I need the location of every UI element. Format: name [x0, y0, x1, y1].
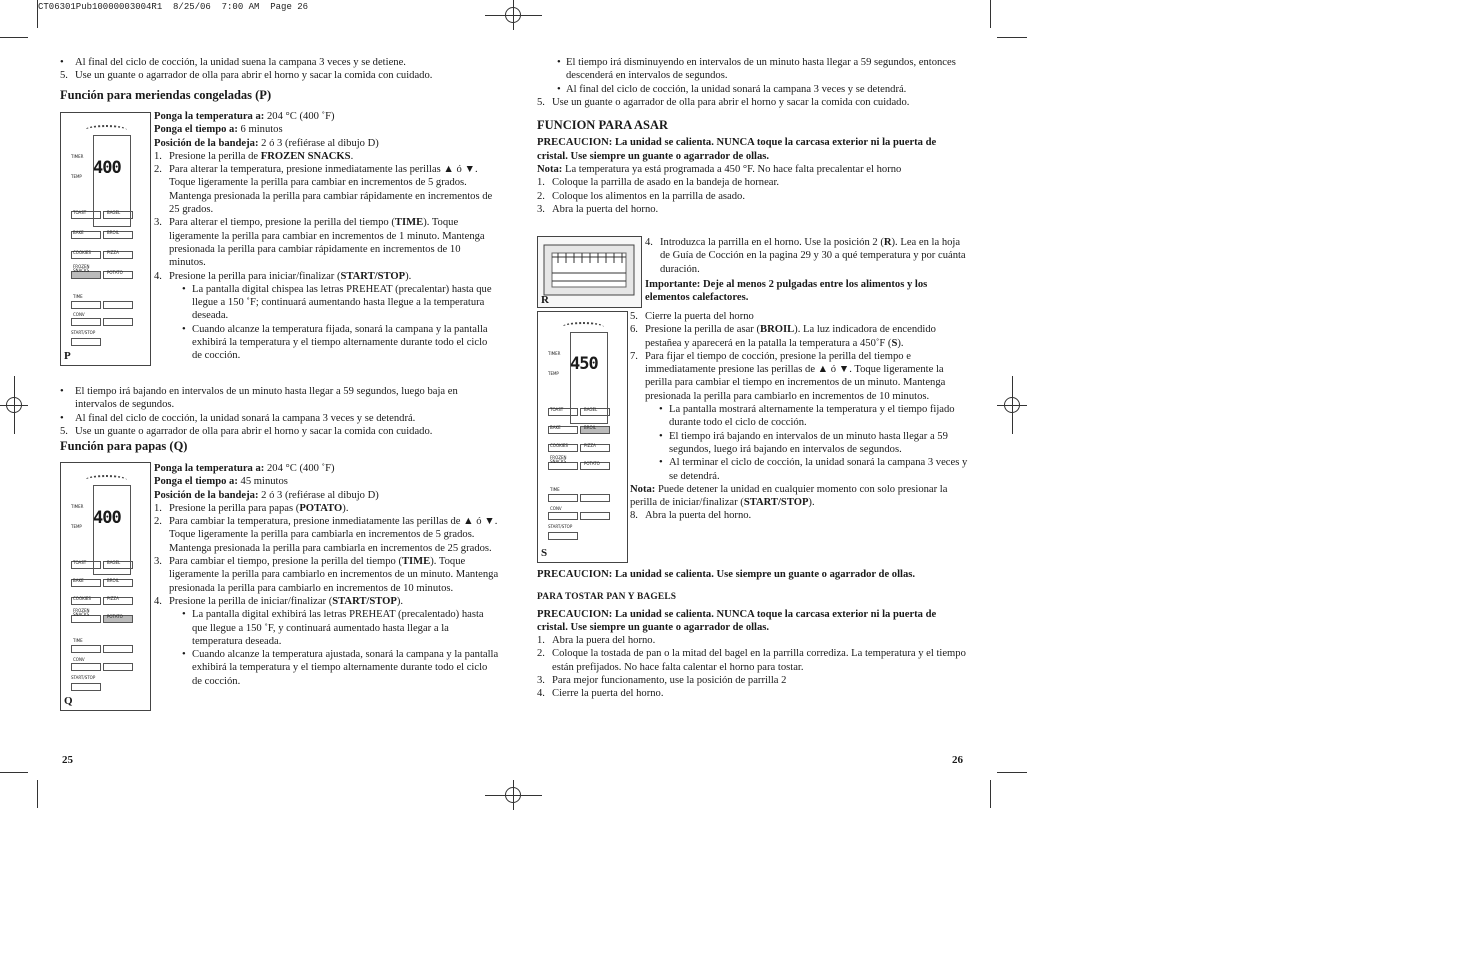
control-panel-s: 450 TIMER TEMP TOAST BAGEL BAKE BROIL COOKIES PIZZA FROZEN SNACKS POTATO TIME CONV START/STOP S [537, 311, 628, 563]
panel-label: S [541, 547, 548, 559]
oven-rack-icon [538, 237, 641, 307]
frozen-after: • El tiempo irá bajando en intervalos de un minuto hasta llegar a 59 segundos, luego baja en intervalos de segundos. • Al final del ciclo de cocción, la unidad sonará la campana 3 veces y se detendrá. 5. Use un guante o agarrador de olla para abrir el horno y sacar la comida con cuidado. Función para papas (Q) [60, 385, 500, 457]
page-number-left: 25 [62, 754, 73, 766]
registration-mark [6, 397, 22, 413]
crop-mark [37, 0, 38, 28]
registration-mark [505, 7, 521, 23]
registration-mark [1004, 397, 1020, 413]
registration-mark [505, 787, 521, 803]
oven-label: R [541, 294, 549, 306]
left-intro: • Al final del ciclo de cocción, la unidad suena la campana 3 veces y se detiene. 5. Use un guante o agarrador de olla para abrir el horno y sacar la comida con cuidado. Función para meriendas congeladas (P) [60, 56, 500, 106]
toast-title: PARA TOSTAR PAN Y BAGELS [537, 592, 677, 603]
panel-label: Q [64, 695, 73, 707]
control-panel-q: 400 TIMER TEMP TOAST BAGEL BAKE BROIL COOKIES PIZZA FROZEN SNACKS POTATO TIME CONV START/STOP Q [60, 462, 151, 711]
page-number-right: 26 [952, 754, 963, 766]
frozen-instructions: Ponga la temperatura a: 204 °C (400 ˚F) Ponga el tiempo a: 6 minutos Posición de la bandeja: 2 ó 3 (refiérase al dibujo D) 1. Presione la perilla de FROZEN SNACKS. 2. Para alterar la temperatura, presione inmediatamente las perillas ▲ ó ▼. Toque ligeramente la perilla para cambiar en incrementos de 5 grados. Mantenga presionada la perilla para cambiar rápidamente en incrementos de 25 grados. 3. Para alterar el tiempo, presione la perilla del tiempo (TIME). Toque ligeramente la perilla para cambiar en incrementos de 1 minuto. Mantenga presionada la perilla para cambiar rápidamente en incrementos de 10 minutos. 4. Presione la perilla para iniciar/finalizar (START/STOP). • La pantalla digital chispea las letras PREHEAT (precalentar) hasta que llegue a 150 ˚F; continuará aumentando hasta llegue a la temperatura deseada. • Cuando alcanze la temperatura fijada, sonará la campana y la pantalla exhibirá la temperatura y el tiempo alternamente durante todo el ciclo de cocción. [154, 111, 493, 362]
right-intro: • El tiempo irá disminuyendo en intervalos de un minuto hasta llegar a 59 segundos, entonces descenderá en intervalos de segundos. • Al final del ciclo de cocción, la unidad sonará la campana 3 veces y se detendrá. 5. Use un guante o agarrador de olla para abrir el horno y sacar la comida con cuidado. FUNCION PARA ASAR PRECAUCION: La unidad se calienta. NUNCA toque la carcasa exterior ni la puerta de cristal. Use siempre un guante o agarrador de ollas. Nota: La temperatura ya está programada a 450 °F. No hace falta precalentar el horno 1. Coloque la parrilla de asado en la bandeja de hornear. 2. Coloque los alimentos en la parrilla de asado. 3. Abra la puerta del horno. [537, 56, 969, 216]
crop-mark [0, 37, 28, 38]
frozen-title: Función para meriendas congeladas (P) [60, 87, 272, 102]
panel-digits: 400 [93, 508, 121, 528]
crop-mark [0, 772, 28, 773]
crop-mark [997, 37, 1027, 38]
toast-section: PRECAUCION: La unidad se calienta. Use siempre un guante o agarrador de ollas. PARA TOSTAR PAN Y BAGELS PRECAUCION: La unidad se calienta. NUNCA toque la carcasa exterior ni la puerta de cristal. Use siempre un guante o agarrador de ollas. 1. Abra la puera del horno. 2. Coloque la tostada de pan o la mitad del bagel en la parrilla corrediza. La temperatura y el tiempo están prefijados. No hace falta calentar el horno para tostar. 3. Para mejor funcionamento, use la posición de parrilla 2 4. Cierre la puerta del horno. [537, 568, 969, 701]
potato-instructions: Ponga la temperatura a: 204 °C (400 ˚F) Ponga el tiempo a: 45 minutos Posición de la bandeja: 2 ó 3 (refiérase al dibujo D) 1. Presione la perilla para papas (POTATO). 2. Para cambiar la temperatura, presione inmediatamente las perillas de ▲ ó ▼. Toque ligeramente la perilla para cambiarla en incrementos de 5 grados. Mantenga presionada la perilla para cambiarla en incrementos de 25 grados. 3. Para cambiar el tiempo, presione la perilla del tiempo (TIME). Toque ligeramente la perilla para cambiarlo en incrementos de un minuto. Mantenga presionada la perilla para cambiarlo en incrementos de 10 minutos. 4. Presione la perilla de iniciar/finalizar (START/STOP). • La pantalla digital exhibirá las letras PREHEAT (precalentado) hasta que llegue a 150 ˚F, y continuará aumentado hasta llegar a la temperatura deseada. • Cuando alcanze la temperatura ajustada, sonará la campana y la pantalla exhibirá la temperatura y el tiempo alternamente durante todo el ciclo de cocción. [154, 463, 499, 687]
oven-illustration-r [537, 236, 642, 308]
broil-step4: 4. Introduzca la parrilla en el horno. Use la posición 2 (R). Lea en la hoja de Guía de Cocción en la pagina 29 y 30 a qué temperatura y por cuánta duración. Importante: Deje al menos 2 pulgadas entre los alimentos y los elementos calefactores. [645, 237, 966, 304]
panel-digits: 400 [93, 158, 121, 178]
crop-mark [37, 780, 38, 808]
panel-label: P [64, 350, 71, 362]
panel-digits: 450 [570, 354, 598, 374]
broil-steps-5-8: 5. Cierre la puerta del horno 6. Presione la perilla de asar (BROIL). La luz indicadora de encendido pestañea y aparecerá en la patalla la temperatura a 450˚F (S). 7. Para fijar el tiempo de cocción, presione la perilla del tiempo e immediatamente presione las perillas de ▲ ó ▼. Toque ligeramente la perilla para cambiar el tiempo en incrementos de un minuto. Mantenga presionada la perilla para cambiarlo en incrementos de 10 minutos. • La pantalla mostrará alternamente la temperatura y el tiempo fijado durante todo el ciclo de cocción. • El tiempo irá bajando en intervalos de un minuto hasta llegar a 59 segundos, luego irá bajando en intervalos de segundos. • Al terminar el ciclo de cocción, la unidad sonará la campana 3 veces y se detendrá. Nota: Puede detener la unidad en cualquier momento con solo presionar la perilla de iniciar/finalizar (START/STOP). 8. Abra la puerta del horno. [630, 311, 968, 522]
control-panel-p: 400 TIMER TEMP TOAST BAGEL BAKE BROIL COOKIES PIZZA FROZEN SNACKS POTATO TIME CONV START/STOP P [60, 112, 151, 366]
broil-title: FUNCION PARA ASAR [537, 118, 669, 133]
crop-mark [997, 772, 1027, 773]
print-slug: CT06301Pub10000003004R1 8/25/06 7:00 AM Page 26 [38, 2, 309, 12]
crop-mark [990, 0, 991, 28]
crop-mark [990, 780, 991, 808]
potato-title: Función para papas (Q) [60, 439, 188, 454]
